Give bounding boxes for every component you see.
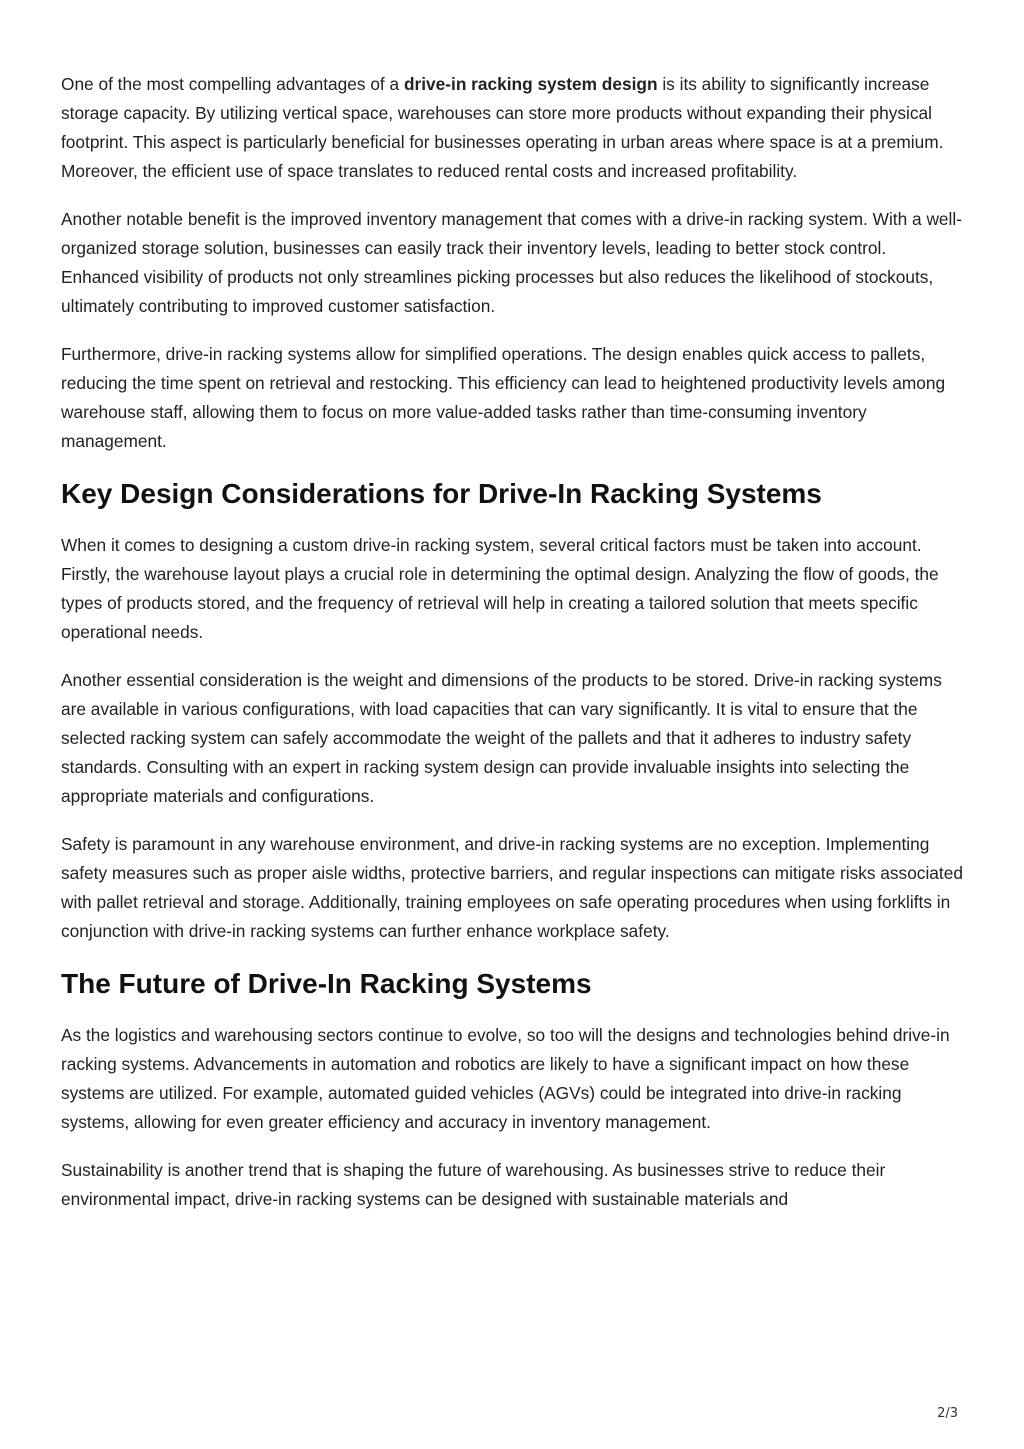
paragraph-weight-dimensions: Another essential consideration is the weight and dimensions of the products to be stored. Drive-in racking systems are available in various configurations, with load capacities that can vary significantly. It is vital to ensure that the selected racking system can safely accommodate the weight of the pallets and that it adheres to industry safety standards. Consulting with an expert in racking system design can provide invaluable insights into selecting the appropriate materials and configurations. bbox=[61, 670, 942, 806]
document-body bbox=[61, 70, 966, 1233]
paragraph-suffix: is its ability to significantly increase storage capacity. By utilizing vertical space, warehouses can store more products without expanding their physical footprint. This aspect is particularly beneficial for businesses operating in urban areas where space is at a premium. Moreover, the efficient use of space translates to reduced rental costs and increased profitability. bbox=[61, 74, 944, 181]
page-number: 2/3 bbox=[937, 1406, 958, 1421]
paragraph-prefix: One of the most compelling advantages of a bbox=[61, 74, 404, 94]
paragraph-inventory-management: Another notable benefit is the improved inventory management that comes with a drive-in racking system. With a well-organized storage solution, businesses can easily track their inventory levels, leading to better stock control. Enhanced visibility of products not only streamlines picking processes but also reduces the likelihood of stockouts, ultimately contributing to improved customer satisfaction. bbox=[61, 209, 962, 316]
paragraph-simplified-operations: Furthermore, drive-in racking systems allow for simplified operations. The design enables quick access to pallets, reducing the time spent on retrieval and restocking. This efficiency can lead to heightened productivity levels among warehouse staff, allowing them to focus on more value-added tasks rather than time-consuming inventory management. bbox=[61, 344, 946, 451]
paragraph-warehouse-layout: When it comes to designing a custom drive-in racking system, several critical factors must be taken into account. Firstly, the warehouse layout plays a crucial role in determining the optimal design. Analyzing the flow of goods, the types of products stored, and the frequency of retrieval will help in creating a tailored solution that meets specific operational needs. bbox=[61, 535, 939, 642]
heading-key-design-considerations: Key Design Considerations for Drive-In Racking Systems bbox=[61, 478, 822, 509]
bold-keyword: drive-in racking system design bbox=[403, 74, 658, 94]
paragraph-automation: As the logistics and warehousing sectors continue to evolve, so too will the designs and technologies behind drive-in racking systems. Advancements in automation and robotics are likely to have a significant impact on how these systems are utilized. For example, automated guided vehicles (AGVs) could be integrated into drive-in racking systems, allowing for even greater efficiency and accuracy in inventory management. bbox=[61, 1025, 950, 1132]
heading-future: The Future of Drive-In Racking Systems bbox=[61, 968, 592, 999]
paragraph-safety: Safety is paramount in any warehouse environment, and drive-in racking systems are no exception. Implementing safety measures such as proper aisle widths, protective barriers, and regular inspections can mitigate risks associated with pallet retrieval and storage. Additionally, training employees on safe operating procedures when using forklifts in conjunction with drive-in racking systems can further enhance workplace safety. bbox=[61, 834, 963, 941]
paragraph-storage-capacity bbox=[61, 70, 966, 186]
paragraph-sustainability: Sustainability is another trend that is shaping the future of warehousing. As businesses strive to reduce their environmental impact, drive-in racking systems can be designed with sustainable materials and bbox=[61, 1160, 886, 1209]
